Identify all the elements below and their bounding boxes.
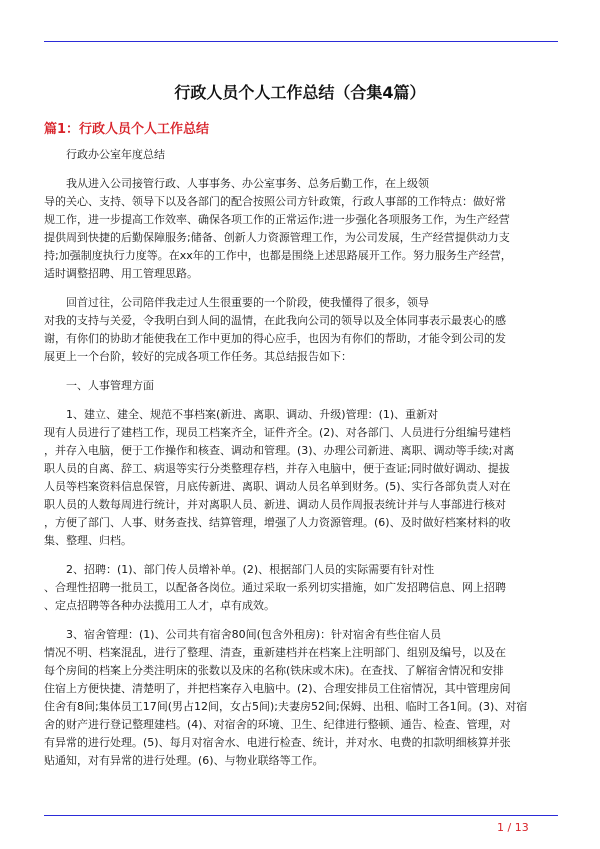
- section-heading: 篇1：行政人员个人工作总结: [44, 122, 210, 137]
- paragraph-heading-personnel: 一、人事管理方面: [66, 379, 154, 392]
- paragraph-1: 我从进入公司接管行政、人事事务、办公室事务、总务后勤工作，在上级领 导的关心、支持、领导下以及各部门的配合按照公司方针政策，行政人事部的工作特点：做好常 规工作，进一步提高工作效率、确保各项工作的正常运作;进一步强化各项服务工作，为生产经营 提供周到快捷的后勤保障服务;储备、创新人力资源管理工作，为公司发展，生产经营提供动力支 持;加强制度执行力度等。在xx年的工作中，也都是围绕上述思路展开工作。努力服务生产经营， 适时调整招聘、用工管理思路。: [44, 177, 512, 280]
- header-rule: [44, 41, 558, 42]
- paragraph-recruitment: 2、招聘：(1)、部门传人员增补单。(2)、根据部门人员的实际需要有针对性 、合理性招聘一批员工，以配备各岗位。通过采取一系列切实措施，如广发招聘信息、网上招聘 、定点招聘等各种办法揽用工人才，卓有成效。: [44, 563, 506, 612]
- document-title: 行政人员个人工作总结（合集4篇）: [174, 83, 426, 102]
- paragraph-dormitory: 3、宿舍管理：(1)、公司共有宿舍80间(包含外租房)：针对宿舍有些住宿人员 情况不明、档案混乱，进行了整理、清查，重新建档并在档案上注明部门、组别及编号，以及在 每个房间的档案上分类注明床的张数以及床的名称(铁床或木床)。在查找、了解宿舍情况和安排 住宿上方便快捷、清楚明了，并把档案存入电脑中。(2)、合理安排员工住宿情况，其中管理房间 住舍有8间;集体员工17间(男占12间，女占5间);夫妻房52间;保姆、出租、临时工各1间。(3)、对宿 舍的财产进行登记整理建档。(4)、对宿舍的环境、卫生、纪律进行整顿、通告、检查、管理，对 有异常的进行处理。(5)、每月对宿舍水、电进行检查、统计，并对水、电费的扣款明细核算并张 贴通知，对有异常的进行处理。(6)、与物业联络等工作。: [44, 628, 528, 767]
- page-indicator: 1 / 13: [497, 821, 529, 834]
- footer-rule: [44, 815, 558, 816]
- paragraph-2: 回首过往，公司陪伴我走过人生很重要的一个阶段，使我懂得了很多，领导 对我的支持与关爱，令我明白到人间的温情，在此我向公司的领导以及全体同事表示最衷心的感 谢，有你们的协助才能使我在工作中更加的得心应手，也因为有你们的帮助，才能令到公司的发 展更上一个台阶，较好的完成各项工作任务。其总结报告如下：: [44, 296, 506, 363]
- subtitle: 行政办公室年度总结: [66, 148, 165, 161]
- document-body: [44, 146, 558, 781]
- paragraph-archives: 1、建立、建全、规范不事档案(新进、离职、调动、升级)管理：(1)、重新对 现有人员进行了建档工作，现员工档案齐全，证件齐全。(2)、对各部门、人员进行分组编号建档 ，并存入电脑，便于工作操作和核查、调动和管理。(3)、办理公司新进、离职、调动等手续;对离 职人员的自离、辞工、病退等实行分类整理存档，并存入电脑中，便于查证;同时做好调动、提拔 人员等档案资料信息保管，月底传新进、离职、调动人员名单到财务。(5)、实行各部负责人对在 职人员的人数每周进行统计，并对离职人员、新进、调动人员作周报表统计并与人事部进行核对 ，方便了部门、人事、财务查找、结算管理，增强了人力资源管理。(6)、及时做好档案材料的收 集、整理、归档。: [44, 408, 515, 547]
